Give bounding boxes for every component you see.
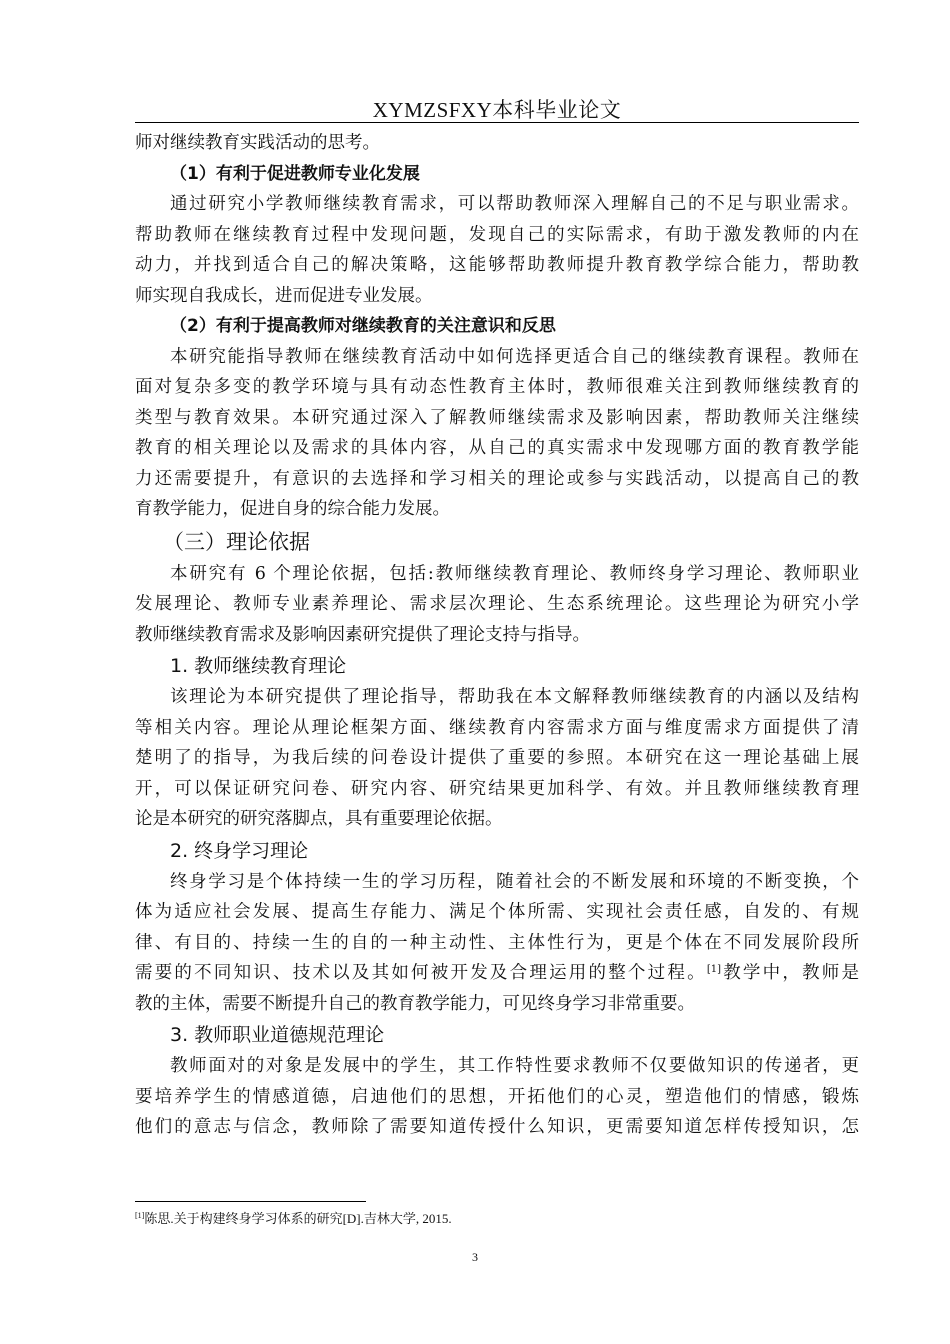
- paragraph-line: 面对复杂多变的教学环境与具有动态性教育主体时，教师很难关注到教师继续教育的: [135, 377, 859, 397]
- paragraph-line: [135, 958, 859, 989]
- paragraph-line: 等相关内容。理论从理论框架方面、继续教育内容需求方面与维度需求方面提供了清: [135, 717, 859, 738]
- header-rule: [135, 122, 859, 123]
- paragraph-line: 师实现自我成长，进而促进专业发展。: [135, 285, 433, 306]
- subsection-heading-1: （1）有利于促进教师专业化发展: [170, 163, 420, 184]
- paragraph-line: 他们的意志与信念，教师除了需要知道传授什么知识，更需要知道怎样传授知识，怎: [135, 1117, 859, 1137]
- section-heading-theory: （三）理论依据: [163, 529, 310, 554]
- body-text: [135, 128, 859, 1143]
- paragraph-line: 楚明了的指导，为我后续的问卷设计提供了重要的参照。本研究在这一理论基础上展: [135, 748, 859, 768]
- page-number: 3: [472, 1250, 478, 1264]
- paragraph-text: 需要的不同知识、技术以及其如何被开发及合理运用的整个过程。: [135, 963, 707, 983]
- paragraph-line: 教师继续教育需求及影响因素研究提供了理论支持与指导。: [135, 624, 590, 645]
- paragraph-line: 育教学能力，促进自身的综合能力发展。: [135, 499, 450, 519]
- paragraph-line: 类型与教育效果。本研究通过深入了解教师继续需求及影响因素，帮助教师关注继续: [135, 407, 859, 428]
- paragraph-line: 终身学习是个体持续一生的学习历程，随着社会的不断发展和环境的不断变换，个: [170, 871, 859, 892]
- paragraph-line: 论是本研究的研究落脚点，具有重要理论依据。: [135, 809, 503, 829]
- paragraph-line: 该理论为本研究提供了理论指导，帮助我在本文解释教师继续教育的内涵以及结构: [170, 687, 859, 707]
- paragraph-line: 教育的相关理论以及需求的具体内容，从自己的真实需求中发现哪方面的教育教学能: [135, 438, 859, 458]
- heading-continuing-education-theory: 1. 教师继续教育理论: [170, 655, 347, 677]
- citation-ref[interactable]: [1]: [706, 964, 721, 975]
- paragraph-line: 律、有目的、持续一生的自的一种主动性、主体性行为，更是个体在不同发展阶段所: [135, 932, 859, 953]
- subsection-heading-2: （2）有利于提高教师对继续教育的关注意识和反思: [170, 316, 556, 336]
- paragraph-line: 师对继续教育实践活动的思考。: [135, 133, 380, 153]
- heading-lifelong-learning-theory: 2. 终身学习理论: [170, 839, 309, 862]
- paragraph-line: 力还需要提升，有意识的去选择和学习相关的理论或参与实践活动，以提高自己的教: [135, 468, 859, 489]
- paragraph-line: 开，可以保证研究问卷、研究内容、研究结果更加科学、有效。并且教师继续教育理: [135, 778, 859, 799]
- paragraph-line: 要培养学生的情感道德，启迪他们的思想，开拓他们的心灵，塑造他们的情感，锻炼: [135, 1086, 859, 1107]
- footnote: [135, 1208, 452, 1227]
- paragraph-line: 动力，并找到适合自己的解决策略，这能够帮助教师提升教育教学综合能力，帮助教: [135, 255, 859, 275]
- paragraph-line: 帮助教师在继续教育过程中发现问题，发现自己的实际需求，有助于激发教师的内在: [135, 224, 859, 245]
- paragraph-line: 发展理论、教师专业素养理论、需求层次理论、生态系统理论。这些理论为研究小学: [135, 594, 859, 614]
- heading-teacher-ethics-theory: 3. 教师职业道德规范理论: [170, 1024, 385, 1046]
- paragraph-line: 通过研究小学教师继续教育需求，可以帮助教师深入理解自己的不足与职业需求。: [170, 194, 859, 214]
- paragraph-line: 本研究有 6 个理论依据，包括:教师继续教育理论、教师终身学习理论、教师职业: [170, 563, 859, 584]
- footnote-text: 陈思.关于构建终身学习体系的研究[D].吉林大学, 2015.: [144, 1211, 452, 1226]
- footnote-rule: [135, 1201, 366, 1202]
- paragraph-line: 教的主体，需要不断提升自己的教育教学能力，可见终身学习非常重要。: [135, 993, 695, 1014]
- paragraph-line: 教师面对的对象是发展中的学生，其工作特性要求教师不仅要做知识的传递者，更: [170, 1056, 859, 1076]
- footnote-ref: [1]: [135, 1211, 145, 1220]
- paragraph-text: 教学中，教师是: [720, 963, 859, 983]
- paragraph-line: 体为适应社会发展、提高生存能力、满足个体所需、实现社会责任感，自发的、有规: [135, 902, 859, 922]
- page-header: XYMZSFXY本科毕业论文: [372, 98, 622, 122]
- paragraph-line: 本研究能指导教师在继续教育活动中如何选择更适合自己的继续教育课程。教师在: [170, 346, 859, 367]
